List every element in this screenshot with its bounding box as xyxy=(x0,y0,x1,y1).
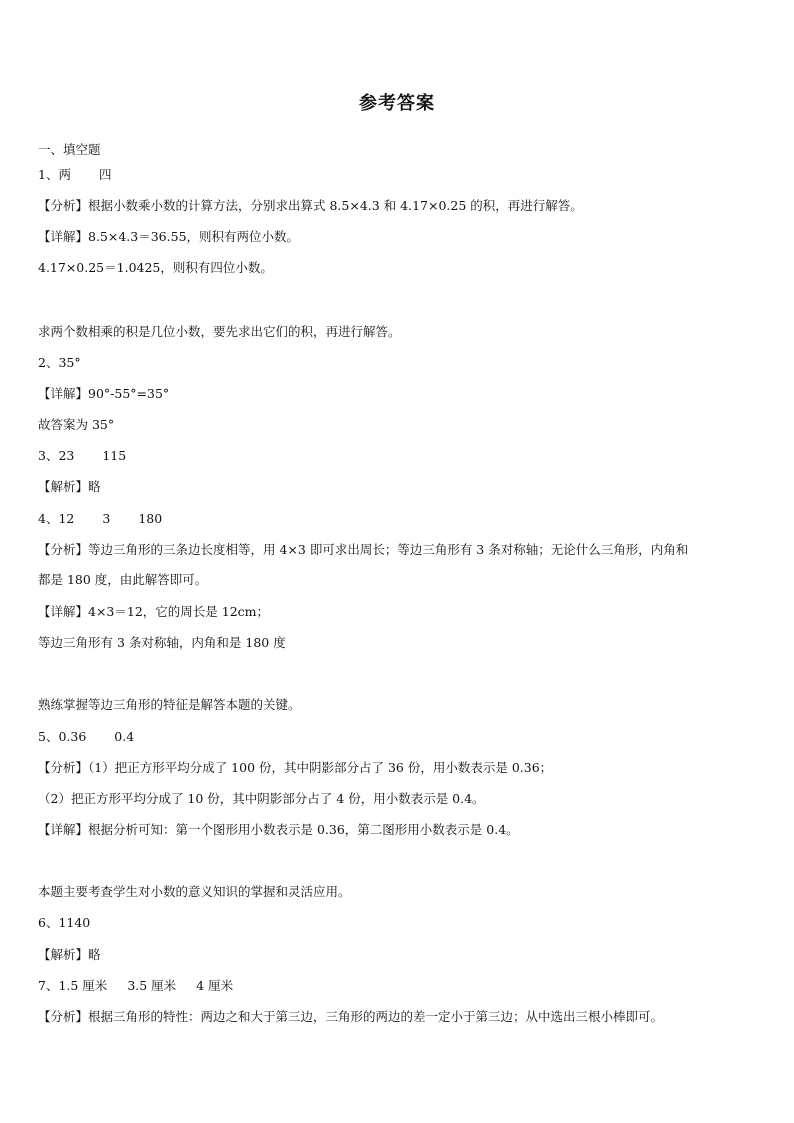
q7-answer-2: 3.5 厘米 xyxy=(127,978,177,993)
q5-summary: 本题主要考查学生对小数的意义知识的掌握和灵活应用。 xyxy=(38,884,351,899)
q2-detail: 【详解】90°-55°=35° xyxy=(38,386,170,401)
q1-answer-2: 四 xyxy=(98,167,112,182)
q1-detail-1: 【详解】8.5×4.3＝36.55，则积有两位小数。 xyxy=(38,229,300,244)
q5-answer-2: 0.4 xyxy=(114,729,135,744)
q1-summary: 求两个数相乘的积是几位小数，要先求出它们的积，再进行解答。 xyxy=(38,324,401,339)
q6-answer-1: 1140 xyxy=(58,915,91,930)
q7-answer xyxy=(38,978,768,994)
q6-answer xyxy=(38,915,768,931)
q4-answer-2: 3 xyxy=(102,511,111,526)
q4-answer-1: 12 xyxy=(58,511,75,526)
q3-label: 3、 xyxy=(38,448,59,463)
q7-label: 7、 xyxy=(38,978,59,993)
q7-answer-1: 1.5 厘米 xyxy=(58,978,108,993)
q3-answer-1: 23 xyxy=(58,448,75,463)
q6-analysis: 【解析】略 xyxy=(38,947,101,962)
q5-analysis-1: 【分析】（1）把正方形平均分成了 100 份，其中阴影部分占了 36 份，用小数表示是 0.36； xyxy=(38,760,553,775)
q1-label: 1、 xyxy=(38,167,59,182)
q3-answer-2: 115 xyxy=(102,448,127,463)
q2-label: 2、 xyxy=(38,355,59,370)
q1-answer xyxy=(38,167,768,183)
q3-analysis: 【解析】略 xyxy=(38,479,101,494)
q2-answer-1: 35° xyxy=(58,355,81,370)
q5-label: 5、 xyxy=(38,729,59,744)
q4-answer-3: 180 xyxy=(138,511,163,526)
q1-detail-2: 4.17×0.25＝1.0425，则积有四位小数。 xyxy=(38,260,273,275)
q4-detail-1: 【详解】4×3＝12，它的周长是 12cm； xyxy=(38,604,270,619)
q5-answer xyxy=(38,729,768,745)
page-title: 参考答案 xyxy=(359,93,435,114)
q4-label: 4、 xyxy=(38,511,59,526)
q5-analysis-2: （2）把正方形平均分成了 10 份，其中阴影部分占了 4 份，用小数表示是 0.4。 xyxy=(38,791,485,806)
q6-label: 6、 xyxy=(38,915,59,930)
q2-conclusion: 故答案为 35° xyxy=(38,417,115,432)
q4-analysis-1: 【分析】等边三角形的三条边长度相等，用 4×3 即可求出周长；等边三角形有 3 条对称轴；无论什么三角形，内角和 xyxy=(38,542,689,557)
q3-answer xyxy=(38,448,768,464)
q1-analysis: 【分析】根据小数乘小数的计算方法，分别求出算式 8.5×4.3 和 4.17×0.25 的积，再进行解答。 xyxy=(38,198,583,213)
q4-answer xyxy=(38,511,768,527)
q7-answer-3: 4 厘米 xyxy=(196,978,234,993)
q4-analysis-2: 都是 180 度，由此解答即可。 xyxy=(38,572,208,587)
q1-answer-1: 两 xyxy=(58,167,71,182)
q5-detail: 【详解】根据分析可知：第一个图形用小数表示是 0.36，第二图形用小数表示是 0.4。 xyxy=(38,822,519,837)
q2-answer xyxy=(38,355,768,371)
q4-detail-2: 等边三角形有 3 条对称轴，内角和是 180 度 xyxy=(38,635,286,650)
q4-summary: 熟练掌握等边三角形的特征是解答本题的关键。 xyxy=(38,697,301,712)
q5-answer-1: 0.36 xyxy=(58,729,87,744)
section-heading: 一、填空题 xyxy=(38,142,101,157)
q7-analysis: 【分析】根据三角形的特性：两边之和大于第三边，三角形的两边的差一定小于第三边；从中选出三根小棒即可。 xyxy=(38,1009,664,1024)
